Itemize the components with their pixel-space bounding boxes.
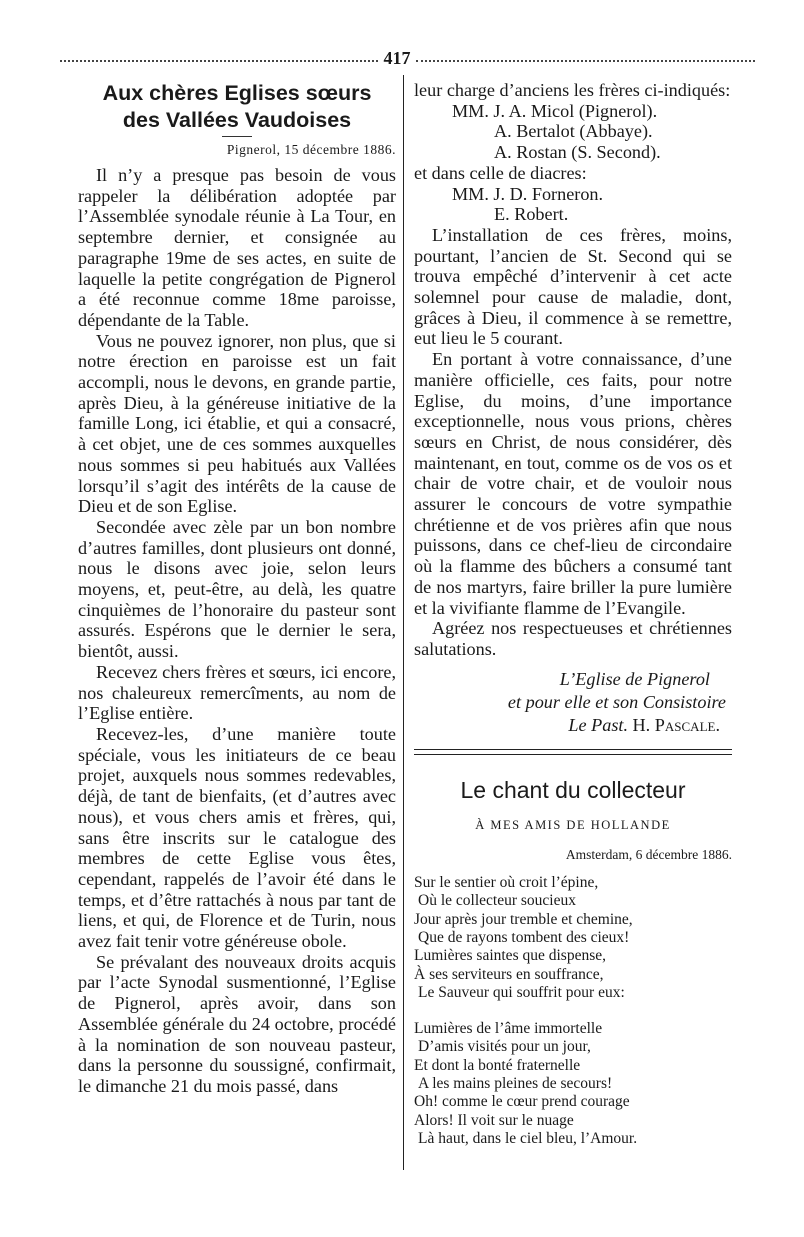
poem-line: À ses serviteurs en souffrance, (414, 965, 604, 983)
elders-list (414, 101, 732, 163)
deacon-entry: MM. J. D. Forneron. (452, 183, 604, 204)
poem-stanza-1 (414, 874, 732, 1002)
poem-line: D’amis visités pour un jour, (418, 1038, 591, 1056)
poem-line: Alors! Il voit sur le nuage (414, 1111, 574, 1129)
continuation-text: leur charge d’anciens les frères ci-indiqués: (414, 80, 731, 100)
stanza-gap (414, 1002, 732, 1020)
header-rule-left (60, 60, 378, 62)
header-rule-right (416, 60, 755, 62)
paragraph: Recevez-les, d’une manière toute spéciale, vous les initiateurs de ce beau projet, auxquels nous sommes redevables, déjà, de tant de bienfaits, (et d’autres avec nous), et vous chers amis et frères, qui, sans être inscrits sur le catalogue des membres de cette Eglise vous êtes, cependant, rappelés de l’avoir été dans le temps, et d’être rattachés à nous par tant de liens, et qui, de Florence et de Turin, nous avez fait tenir votre généreuse obole. (78, 723, 396, 952)
poem-line: Et dont la bonté fraternelle (414, 1056, 581, 1074)
poem-line: Lumières saintes que dispense, (414, 947, 606, 965)
poem-line: Sur le sentier où croit l’épine, (414, 874, 599, 892)
signature-line: et pour elle et son Consistoire (507, 691, 726, 712)
paragraph: Agréez nos respectueuses et chrétiennes salutations. (414, 618, 732, 659)
deacon-entry: E. Robert. (494, 204, 569, 225)
paragraph: Se prévalant des nouveaux droits acquis par l’acte Synodal susmentionné, l’Eglise de Pignerol, après avoir, dans son Assemblée générale du 24 octobre, procédé à la nomination de son nouveau pasteur, dans la personne du soussigné, confirmait, le dimanche 21 du mois passé, dans (78, 951, 396, 1096)
poem-line: Le Sauveur qui souffrit pour eux: (418, 983, 625, 1001)
paragraph: Vous ne pouvez ignorer, non plus, que si notre érection en paroisse est un fait accompli, nous le devons, en grande partie, après Dieu, à la généreuse initiative de la famille Long, ici établie, et qui a consacré, à cet objet, une de ces sommes auxquelles nous sommes si peu habitués aux Vallées lorsqu’il s’agit des intérêts de la cause de Dieu et de son Eglise. (78, 330, 396, 517)
paragraph: Secondée avec zèle par un bon nombre d’autres familles, dont plusieurs ont donné, nous le disons avec joie, selon leurs moyens, et, peut-être, au delà, les quatre cinquièmes de l’honoraire du pasteur sont assurés. Espérons que le dernier le sera, bientôt, aussi. (78, 516, 396, 662)
poem-dedication: À MES AMIS DE HOLLANDE (475, 817, 671, 832)
poem-line: Lumières de l’âme immortelle (414, 1020, 603, 1038)
poem-line: Là haut, dans le ciel bleu, l’Amour. (418, 1129, 638, 1147)
paragraph: L’installation de ces frères, moins, pourtant, l’ancien de St. Second qui se trouva empêché d’intervenir à cet acte solemnel pour cause de maladie, dont, grâces à Dieu, il commence à se remettre, eut lieu le 5 courant. (414, 224, 732, 349)
page-header (60, 48, 755, 70)
page-number: 417 (383, 48, 411, 68)
poem-line: Que de rayons tombent des cieux! (418, 928, 630, 946)
elder-entry: A. Bertalot (Abbaye). (494, 121, 653, 142)
paragraph: En portant à votre connaissance, d’une manière officielle, ces faits, pour notre Eglise, du moins, d’une importance exceptionnelle, nous vous prions, chères sœurs en Christ, de nous considérer, dès maintenant, en tout, comme os de vos os et chair de votre chair, et de vouloir nous assurer le concours de votre sympathie chrétienne et de vos prières afin que nous puissons, dans ce chef-lieu de circondaire où la flamme des bûchers a consumé tant de nos martyrs, faire briller la pure lumière et la vivifiante flamme de l’Evangile. (414, 349, 732, 618)
signature-name: H. Pascale. (632, 714, 720, 735)
poem-title: Le chant du collecteur (460, 776, 686, 803)
left-column (78, 80, 396, 1097)
paragraph: Recevez chers frères et sœurs, ici encore, nos chaleureux remercîments, au nom de l’Eglise entière. (78, 661, 396, 724)
article-title-line-2: des Vallées Vaudoises (122, 108, 352, 132)
column-divider (403, 75, 404, 1170)
deacons-list (414, 184, 732, 225)
deacons-intro: et dans celle de diacres: (414, 162, 587, 183)
section-double-rule (414, 749, 732, 755)
title-rule (222, 136, 252, 137)
poem-line: Oh! comme le cœur prend courage (414, 1093, 630, 1111)
elder-entry: A. Rostan (S. Second). (494, 142, 661, 163)
right-column (414, 80, 732, 1148)
signature-line: L’Eglise de Pignerol (559, 668, 710, 689)
signature-title: Le Past. (568, 714, 628, 735)
signature-line (414, 714, 732, 737)
poem-dateline: Amsterdam, 6 décembre 1886. (565, 847, 732, 863)
article-dateline: Pignerol, 15 décembre 1886. (226, 142, 396, 157)
article-title-line-1: Aux chères Eglises sœurs (102, 81, 372, 105)
poem-line: Jour après jour tremble et chemine, (414, 910, 633, 928)
poem-line: A les mains pleines de secours! (418, 1075, 613, 1093)
poem-line: Où le collecteur soucieux (418, 892, 576, 910)
poem-stanza-2 (414, 1020, 732, 1148)
paragraph: Il n’y a presque pas besoin de vous rappeler la délibération adoptée par l’Assemblée synodale réunie à La Tour, en septembre dernier, et consignée au paragraphe 19me de ses actes, en suite de laquelle la petite congrégation de Pignerol a été reconnue comme 18me paroisse, dépendante de la Table. (78, 165, 396, 330)
elder-entry: MM. J. A. Micol (Pignerol). (452, 100, 658, 121)
